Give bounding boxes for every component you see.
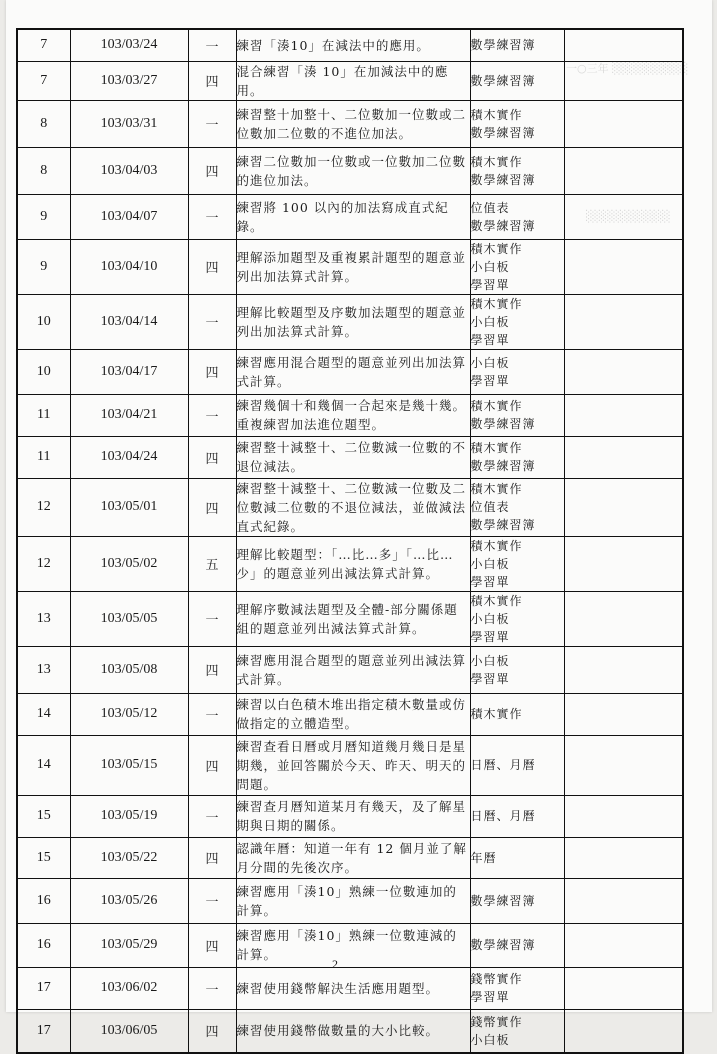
weekday-cell: 一 xyxy=(188,29,236,61)
table-row xyxy=(17,239,683,294)
schedule-body xyxy=(17,29,683,1053)
content-cell: 練習應用混合題型的題意並列出減法算式計算。 xyxy=(236,646,470,693)
table-row xyxy=(17,591,683,646)
table-row xyxy=(17,147,683,194)
date-cell: 103/04/24 xyxy=(70,436,188,478)
materials-cell xyxy=(470,29,564,61)
table-row xyxy=(17,536,683,591)
remarks-cell xyxy=(564,536,683,591)
week-cell: 15 xyxy=(17,795,70,837)
content-cell: 練習將 100 以內的加法寫成直式紀錄。 xyxy=(236,194,470,239)
material-item: 數學練習簿 xyxy=(470,73,536,88)
week-cell: 10 xyxy=(17,294,70,349)
table-row xyxy=(17,646,683,693)
date-cell: 103/03/27 xyxy=(70,61,188,100)
week-cell: 16 xyxy=(17,923,70,967)
weekday-cell: 四 xyxy=(188,349,236,394)
weekday-cell: 五 xyxy=(188,536,236,591)
material-item: 日曆、月曆 xyxy=(470,758,536,772)
content-cell: 練習二位數加一位數或一位數加二位數的進位加法。 xyxy=(236,147,470,194)
remarks-cell xyxy=(564,837,683,878)
materials-cell xyxy=(470,61,564,100)
content-cell: 練習「湊10」在減法中的應用。 xyxy=(236,29,470,61)
weekday-cell: 一 xyxy=(188,967,236,1009)
weekday-cell: 四 xyxy=(188,1009,236,1053)
material-item: 積木實作 xyxy=(470,593,523,608)
material-item: 積木實作 xyxy=(470,707,523,721)
table-row xyxy=(17,967,683,1009)
material-item: 數學練習簿 xyxy=(470,218,536,233)
material-item: 小白板 xyxy=(470,611,510,626)
material-item: 學習單 xyxy=(470,373,510,388)
weekday-cell: 四 xyxy=(188,436,236,478)
material-item: 積木實作 xyxy=(470,154,523,169)
material-item: 學習單 xyxy=(470,990,510,1004)
materials-cell xyxy=(470,478,564,536)
content-cell: 練習應用「湊10」熟練一位數連加的計算。 xyxy=(236,878,470,923)
content-cell: 理解序數減法題型及全體-部分關係題組的題意並列出減法算式計算。 xyxy=(236,591,470,646)
material-item: 年曆 xyxy=(470,850,497,865)
week-cell: 14 xyxy=(17,693,70,735)
week-cell: 17 xyxy=(17,967,70,1009)
table-row xyxy=(17,878,683,923)
date-cell: 103/05/08 xyxy=(70,646,188,693)
date-cell: 103/05/02 xyxy=(70,536,188,591)
material-item: 小白板 xyxy=(470,1032,510,1047)
bleed-through-text: 一○三年 ░░░░░░░░░ xyxy=(566,62,689,75)
week-cell: 17 xyxy=(17,1009,70,1053)
materials-cell xyxy=(470,837,564,878)
week-cell: 13 xyxy=(17,591,70,646)
remarks-cell xyxy=(564,61,683,100)
materials-cell xyxy=(470,147,564,194)
material-item: 積木實作 xyxy=(470,538,523,553)
materials-cell xyxy=(470,239,564,294)
table-row xyxy=(17,194,683,239)
material-item: 積木實作 xyxy=(470,482,523,496)
week-cell: 16 xyxy=(17,878,70,923)
week-cell: 7 xyxy=(17,29,70,61)
material-item: 錢幣實作 xyxy=(470,1014,523,1029)
content-cell: 理解比較題型及序數加法題型的題意並列出加法算式計算。 xyxy=(236,294,470,349)
content-cell: 混合練習「湊 10」在加減法中的應用。 xyxy=(236,61,470,100)
table-row xyxy=(17,923,683,967)
table-row xyxy=(17,837,683,878)
materials-cell xyxy=(470,693,564,735)
content-cell: 認識年曆：知道一年有 12 個月並了解月分間的先後次序。 xyxy=(236,837,470,878)
material-item: 日曆、月曆 xyxy=(470,809,536,823)
remarks-cell xyxy=(564,100,683,147)
content-cell: 練習以白色積木堆出指定積木數量或仿做指定的立體造型。 xyxy=(236,693,470,735)
weekday-cell: 四 xyxy=(188,646,236,693)
week-cell: 8 xyxy=(17,147,70,194)
remarks-cell xyxy=(564,239,683,294)
material-item: 積木實作 xyxy=(470,441,523,455)
date-cell: 103/05/26 xyxy=(70,878,188,923)
date-cell: 103/04/07 xyxy=(70,194,188,239)
week-cell: 13 xyxy=(17,646,70,693)
date-cell: 103/05/22 xyxy=(70,837,188,878)
materials-cell xyxy=(470,436,564,478)
weekday-cell: 四 xyxy=(188,923,236,967)
date-cell: 103/06/05 xyxy=(70,1009,188,1053)
remarks-cell xyxy=(564,646,683,693)
date-cell: 103/04/10 xyxy=(70,239,188,294)
date-cell: 103/06/02 xyxy=(70,967,188,1009)
materials-cell xyxy=(470,795,564,837)
material-item: 數學練習簿 xyxy=(470,38,536,53)
date-cell: 103/03/31 xyxy=(70,100,188,147)
table-row xyxy=(17,795,683,837)
date-cell: 103/04/17 xyxy=(70,349,188,394)
week-cell: 11 xyxy=(17,436,70,478)
materials-cell xyxy=(470,967,564,1009)
week-cell: 14 xyxy=(17,735,70,795)
material-item: 小白板 xyxy=(470,314,510,329)
weekday-cell: 一 xyxy=(188,795,236,837)
material-item: 數學練習簿 xyxy=(470,518,536,532)
week-cell: 9 xyxy=(17,194,70,239)
weekday-cell: 四 xyxy=(188,478,236,536)
content-cell: 練習整十減整十、二位數減一位數及二位數減二位數的不退位減法，並做減法直式紀錄。 xyxy=(236,478,470,536)
material-item: 學習單 xyxy=(470,671,510,686)
remarks-cell xyxy=(564,591,683,646)
material-item: 位值表 xyxy=(470,500,510,514)
table-row xyxy=(17,735,683,795)
material-item: 學習單 xyxy=(470,332,510,347)
table-row xyxy=(17,436,683,478)
material-item: 數學練習簿 xyxy=(470,125,536,140)
content-cell: 練習使用錢幣做數量的大小比較。 xyxy=(236,1009,470,1053)
weekday-cell: 一 xyxy=(188,100,236,147)
remarks-cell xyxy=(564,478,683,536)
remarks-cell xyxy=(564,436,683,478)
material-item: 位值表 xyxy=(470,200,510,215)
material-item: 小白板 xyxy=(470,259,510,274)
material-item: 數學練習簿 xyxy=(470,172,536,187)
weekday-cell: 四 xyxy=(188,735,236,795)
remarks-cell xyxy=(564,923,683,967)
content-cell: 練習應用混合題型的題意並列出加法算式計算。 xyxy=(236,349,470,394)
remarks-cell xyxy=(564,294,683,349)
material-item: 數學練習簿 xyxy=(470,417,536,431)
table-row xyxy=(17,29,683,61)
material-item: 數學練習簿 xyxy=(470,893,536,908)
material-item: 數學練習簿 xyxy=(470,938,536,952)
remarks-cell xyxy=(564,349,683,394)
date-cell: 103/04/21 xyxy=(70,394,188,436)
remarks-cell xyxy=(564,194,683,239)
week-cell: 10 xyxy=(17,349,70,394)
table-row xyxy=(17,294,683,349)
material-item: 錢幣實作 xyxy=(470,972,523,986)
materials-cell xyxy=(470,194,564,239)
schedule-table xyxy=(16,28,684,1054)
materials-cell xyxy=(470,923,564,967)
weekday-cell: 一 xyxy=(188,693,236,735)
date-cell: 103/05/01 xyxy=(70,478,188,536)
weekday-cell: 四 xyxy=(188,61,236,100)
table-row xyxy=(17,693,683,735)
material-item: 數學練習簿 xyxy=(470,459,536,473)
week-cell: 12 xyxy=(17,536,70,591)
weekday-cell: 四 xyxy=(188,837,236,878)
table-row xyxy=(17,100,683,147)
materials-cell xyxy=(470,878,564,923)
materials-cell xyxy=(470,591,564,646)
remarks-cell xyxy=(564,795,683,837)
content-cell: 理解比較題型：「…比…多」「…比…少」的題意並列出減法算式計算。 xyxy=(236,536,470,591)
weekday-cell: 一 xyxy=(188,591,236,646)
materials-cell xyxy=(470,100,564,147)
material-item: 小白板 xyxy=(470,556,510,571)
materials-cell xyxy=(470,294,564,349)
materials-cell xyxy=(470,394,564,436)
week-cell: 15 xyxy=(17,837,70,878)
materials-cell xyxy=(470,349,564,394)
weekday-cell: 四 xyxy=(188,147,236,194)
weekday-cell: 一 xyxy=(188,878,236,923)
week-cell: 11 xyxy=(17,394,70,436)
material-item: 積木實作 xyxy=(470,107,523,122)
materials-cell xyxy=(470,646,564,693)
week-cell: 7 xyxy=(17,61,70,100)
date-cell: 103/05/05 xyxy=(70,591,188,646)
remarks-cell xyxy=(564,147,683,194)
weekday-cell: 一 xyxy=(188,294,236,349)
content-cell: 理解添加題型及重複累計題型的題意並列出加法算式計算。 xyxy=(236,239,470,294)
material-item: 積木實作 xyxy=(470,296,523,311)
material-item: 積木實作 xyxy=(470,241,523,256)
date-cell: 103/05/12 xyxy=(70,693,188,735)
weekday-cell: 四 xyxy=(188,239,236,294)
remarks-cell xyxy=(564,878,683,923)
materials-cell xyxy=(470,735,564,795)
remarks-cell xyxy=(564,735,683,795)
materials-cell xyxy=(470,536,564,591)
date-cell: 103/03/24 xyxy=(70,29,188,61)
date-cell: 103/04/14 xyxy=(70,294,188,349)
table-row xyxy=(17,349,683,394)
week-cell: 8 xyxy=(17,100,70,147)
material-item: 學習單 xyxy=(470,574,510,589)
remarks-cell xyxy=(564,693,683,735)
remarks-cell xyxy=(564,29,683,61)
date-cell: 103/05/19 xyxy=(70,795,188,837)
content-cell: 練習整十減整十、二位數減一位數的不退位減法。 xyxy=(236,436,470,478)
material-item: 小白板 xyxy=(470,355,510,370)
content-cell: 練習查看日曆或月曆知道幾月幾日是星期幾，並回答關於今天、昨天、明天的問題。 xyxy=(236,735,470,795)
bleed-through-text: ░░░░░░░░░░ xyxy=(586,210,671,223)
page-number: 2 xyxy=(332,957,338,971)
weekday-cell: 一 xyxy=(188,194,236,239)
remarks-cell xyxy=(564,967,683,1009)
week-cell: 9 xyxy=(17,239,70,294)
date-cell: 103/05/29 xyxy=(70,923,188,967)
material-item: 學習單 xyxy=(470,277,510,292)
material-item: 積木實作 xyxy=(470,399,523,413)
table-row xyxy=(17,478,683,536)
weekday-cell: 一 xyxy=(188,394,236,436)
week-cell: 12 xyxy=(17,478,70,536)
content-cell: 練習幾個十和幾個一合起來是幾十幾。重複練習加法進位題型。 xyxy=(236,394,470,436)
table-row xyxy=(17,61,683,100)
table-row xyxy=(17,394,683,436)
material-item: 小白板 xyxy=(470,653,510,668)
content-cell: 練習整十加整十、二位數加一位數或二位數加二位數的不進位加法。 xyxy=(236,100,470,147)
remarks-cell xyxy=(564,394,683,436)
content-cell: 練習使用錢幣解決生活應用題型。 xyxy=(236,967,470,1009)
content-cell: 練習查月曆知道某月有幾天，及了解星期與日期的關係。 xyxy=(236,795,470,837)
material-item: 學習單 xyxy=(470,629,510,644)
content-cell: 練習應用「湊10」熟練一位數連減的計算。 xyxy=(236,923,470,967)
date-cell: 103/04/03 xyxy=(70,147,188,194)
date-cell: 103/05/15 xyxy=(70,735,188,795)
